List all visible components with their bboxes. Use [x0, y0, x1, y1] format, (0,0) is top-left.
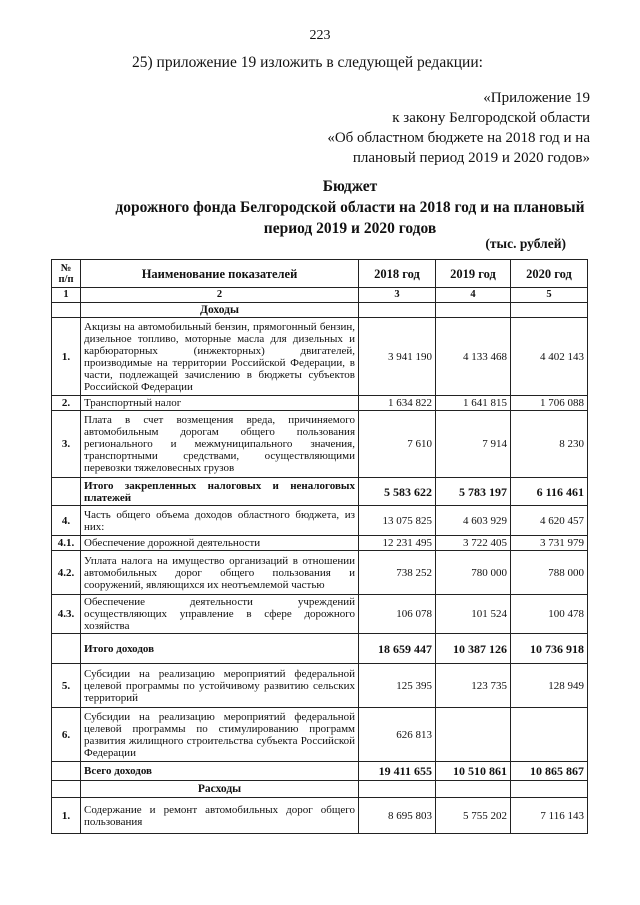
- value-2020: 8 230: [511, 411, 588, 478]
- row-index: [52, 634, 81, 664]
- value-2018: 1 634 822: [359, 396, 436, 411]
- value-2020: 4 620 457: [511, 506, 588, 536]
- value-2018: 3 941 190: [359, 318, 436, 396]
- row-name: Обеспечение дорожной деятельности: [81, 536, 359, 551]
- row-name: Итого доходов: [81, 634, 359, 664]
- value-2018: 106 078: [359, 595, 436, 634]
- section-row-income: [52, 303, 588, 318]
- value-2018: 12 231 495: [359, 536, 436, 551]
- table-row: [52, 318, 588, 396]
- appendix-line: «Приложение 19: [483, 90, 590, 106]
- table-row: [52, 478, 588, 506]
- column-number: 2: [81, 288, 359, 303]
- appendix-line: плановый период 2019 и 2020 годов»: [352, 150, 590, 166]
- value-2019: 4 603 929: [436, 506, 511, 536]
- value-2020: 4 402 143: [511, 318, 588, 396]
- value-2020: 1 706 088: [511, 396, 588, 411]
- row-name: Акцизы на автомобильный бензин, прямогонный бензин, дизельное топливо, моторные масла для дизельных и карбюраторных (инжекторных) двигателей, производимые на территории Российской Федерации, в части, подлежащей зачислению в бюджеты субъектов Российской Федерации: [81, 318, 359, 396]
- column-number: 3: [359, 288, 436, 303]
- budget-table: [51, 259, 588, 834]
- table-row: [52, 536, 588, 551]
- row-index: 6.: [52, 708, 81, 762]
- value-2018: 626 813: [359, 708, 436, 762]
- table-row: [52, 762, 588, 781]
- table-row: [52, 506, 588, 536]
- row-index: 4.1.: [52, 536, 81, 551]
- value-2019: 5 783 197: [436, 478, 511, 506]
- value-2020: 100 478: [511, 595, 588, 634]
- header-2018: 2018 год: [359, 260, 436, 288]
- header-2019: 2019 год: [436, 260, 511, 288]
- value-2020: [511, 708, 588, 762]
- value-2018: 125 395: [359, 664, 436, 708]
- row-name: Уплата налога на имущество организаций в отношении автомобильных дорог общего пользования и сооружений, являющихся их неотъемлемой частью: [81, 551, 359, 595]
- table-row: [52, 396, 588, 411]
- value-2020: 10 865 867: [511, 762, 588, 781]
- row-index: [52, 478, 81, 506]
- column-number: 5: [511, 288, 588, 303]
- intro-text: 25) приложение 19 изложить в следующей редакции:: [132, 54, 483, 71]
- appendix-line: «Об областном бюджете на 2018 год и на: [327, 130, 590, 146]
- title-line: дорожного фонда Белгородской области на 2018 год и на плановый: [115, 199, 585, 216]
- value-2018: 8 695 803: [359, 798, 436, 834]
- value-2019: 10 387 126: [436, 634, 511, 664]
- row-name: Субсидии на реализацию мероприятий федеральной целевой программы по устойчивому развитию сельских территорий: [81, 664, 359, 708]
- section-row-expenses: [52, 781, 588, 798]
- row-index: 2.: [52, 396, 81, 411]
- row-name: Плата в счет возмещения вреда, причиняемого автомобильным дорогам общего пользования регионального и межмуниципального значения, транспортными средствами, осуществляющими перевозки тяжеловесных грузов: [81, 411, 359, 478]
- table-row: [52, 595, 588, 634]
- table-row: [52, 664, 588, 708]
- value-2020: 6 116 461: [511, 478, 588, 506]
- value-2020: 3 731 979: [511, 536, 588, 551]
- row-name: Обеспечение деятельности учреждений осуществляющих управление в сфере дорожного хозяйства: [81, 595, 359, 634]
- value-2020: 7 116 143: [511, 798, 588, 834]
- section-label: Доходы: [81, 303, 359, 318]
- row-name: Транспортный налог: [81, 396, 359, 411]
- value-2018: 738 252: [359, 551, 436, 595]
- table-row: [52, 411, 588, 478]
- value-2019: 4 133 468: [436, 318, 511, 396]
- row-name: Часть общего объема доходов областного бюджета, из них:: [81, 506, 359, 536]
- units-label: (тыс. рублей): [485, 236, 566, 251]
- section-label: Расходы: [81, 781, 359, 798]
- table-header-row: [52, 260, 588, 288]
- row-index: [52, 762, 81, 781]
- table-row: [52, 551, 588, 595]
- value-2018: 13 075 825: [359, 506, 436, 536]
- document-title: [90, 176, 610, 239]
- row-index: 3.: [52, 411, 81, 478]
- title-line: период 2019 и 2020 годов: [263, 220, 437, 237]
- header-name: Наименование показателей: [81, 260, 359, 288]
- value-2018: 18 659 447: [359, 634, 436, 664]
- column-numbers-row: [52, 288, 588, 303]
- row-index: 1.: [52, 318, 81, 396]
- value-2018: 7 610: [359, 411, 436, 478]
- row-name: Содержание и ремонт автомобильных дорог общего пользования: [81, 798, 359, 834]
- value-2019: 10 510 861: [436, 762, 511, 781]
- column-number: 4: [436, 288, 511, 303]
- row-index: 4.: [52, 506, 81, 536]
- row-index: 1.: [52, 798, 81, 834]
- row-index: 4.2.: [52, 551, 81, 595]
- value-2019: 5 755 202: [436, 798, 511, 834]
- value-2019: 7 914: [436, 411, 511, 478]
- row-name: Субсидии на реализацию мероприятий федеральной целевой программы по стимулированию программ развития жилищного строительства субъекта Российской Федерации: [81, 708, 359, 762]
- value-2018: 19 411 655: [359, 762, 436, 781]
- appendix-reference: [327, 88, 590, 168]
- column-number: 1: [52, 288, 81, 303]
- value-2019: 3 722 405: [436, 536, 511, 551]
- page-number: 223: [309, 28, 331, 43]
- row-index: 5.: [52, 664, 81, 708]
- table-row: [52, 798, 588, 834]
- row-index: 4.3.: [52, 595, 81, 634]
- value-2019: 1 641 815: [436, 396, 511, 411]
- row-name: Всего доходов: [81, 762, 359, 781]
- table-row: [52, 708, 588, 762]
- value-2018: 5 583 622: [359, 478, 436, 506]
- value-2020: 788 000: [511, 551, 588, 595]
- row-name: Итого закрепленных налоговых и неналоговых платежей: [81, 478, 359, 506]
- header-2020: 2020 год: [511, 260, 588, 288]
- title-line: Бюджет: [322, 178, 378, 195]
- value-2019: 123 735: [436, 664, 511, 708]
- header-num: № п/п: [52, 260, 81, 288]
- value-2019: 780 000: [436, 551, 511, 595]
- value-2019: 101 524: [436, 595, 511, 634]
- appendix-line: к закону Белгородской области: [392, 110, 590, 126]
- value-2020: 128 949: [511, 664, 588, 708]
- value-2019: [436, 708, 511, 762]
- table-row: [52, 634, 588, 664]
- value-2020: 10 736 918: [511, 634, 588, 664]
